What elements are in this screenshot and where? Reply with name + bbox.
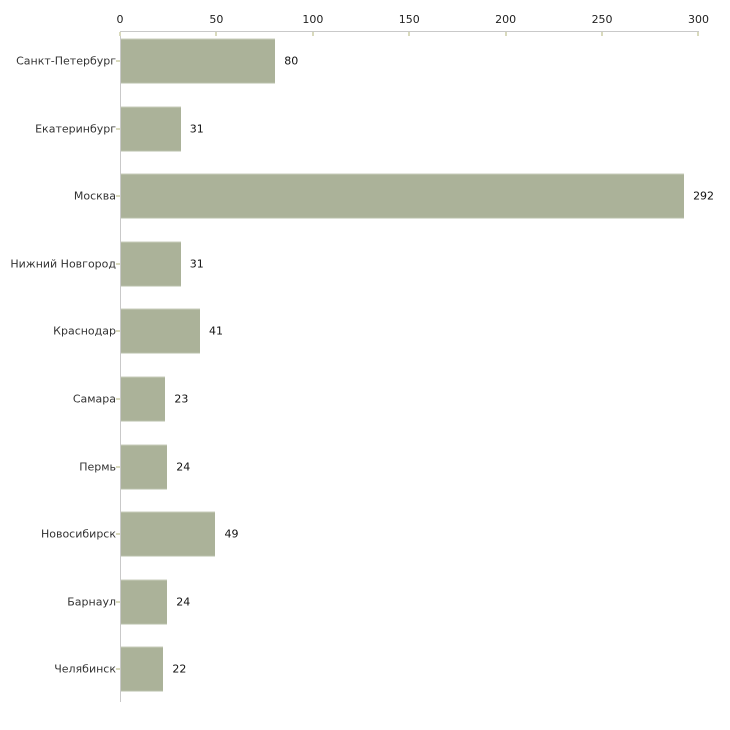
- category-label: Новосибирск: [40, 527, 116, 541]
- bar: [121, 579, 167, 624]
- bar: [121, 377, 165, 422]
- value-label: 80: [284, 54, 299, 68]
- x-tick-mark: [215, 32, 217, 36]
- x-tick-label: 150: [398, 13, 420, 26]
- bar: [121, 647, 163, 692]
- x-tick-mark: [601, 32, 603, 36]
- x-tick-label: 250: [591, 13, 613, 26]
- category-label: Челябинск: [54, 662, 116, 676]
- category-label: Барнаул: [67, 595, 116, 609]
- y-tick-mark: [116, 601, 120, 603]
- bar: [121, 512, 215, 557]
- value-label: 22: [172, 662, 187, 676]
- bar: [121, 174, 684, 219]
- x-tick-label: 200: [495, 13, 517, 26]
- y-tick-mark: [116, 263, 120, 265]
- x-tick-label: 300: [687, 13, 709, 26]
- value-label: 24: [176, 595, 191, 609]
- x-tick-mark: [119, 32, 121, 36]
- x-tick-mark: [697, 32, 699, 36]
- y-tick-mark: [116, 466, 120, 468]
- category-label: Нижний Новгород: [10, 257, 116, 271]
- x-tick-mark: [505, 32, 507, 36]
- value-label: 31: [189, 122, 204, 136]
- y-tick-mark: [116, 60, 120, 62]
- y-tick-mark: [116, 533, 120, 535]
- category-label: Пермь: [79, 460, 116, 474]
- bar: [121, 241, 181, 286]
- x-tick-label: 100: [302, 13, 324, 26]
- x-tick-mark: [312, 32, 314, 36]
- bar: [121, 309, 200, 354]
- value-label: 292: [693, 189, 715, 203]
- category-label: Самара: [72, 392, 116, 406]
- y-tick-mark: [116, 195, 120, 197]
- value-label: 41: [209, 324, 224, 338]
- y-tick-mark: [116, 668, 120, 670]
- y-tick-mark: [116, 128, 120, 130]
- value-label: 49: [224, 527, 239, 541]
- value-label: 31: [189, 257, 204, 271]
- category-label: Санкт-Петербург: [16, 54, 116, 68]
- bar: [121, 444, 167, 489]
- x-tick-label: 0: [116, 13, 124, 26]
- category-label: Москва: [73, 189, 116, 203]
- x-tick-label: 50: [209, 13, 224, 26]
- value-label: 23: [174, 392, 189, 406]
- y-tick-mark: [116, 330, 120, 332]
- category-label: Екатеринбург: [35, 122, 116, 136]
- bar: [121, 39, 275, 84]
- bar: [121, 106, 181, 151]
- y-tick-mark: [116, 398, 120, 400]
- value-label: 24: [176, 460, 191, 474]
- category-label: Краснодар: [53, 324, 116, 338]
- x-tick-mark: [408, 32, 410, 36]
